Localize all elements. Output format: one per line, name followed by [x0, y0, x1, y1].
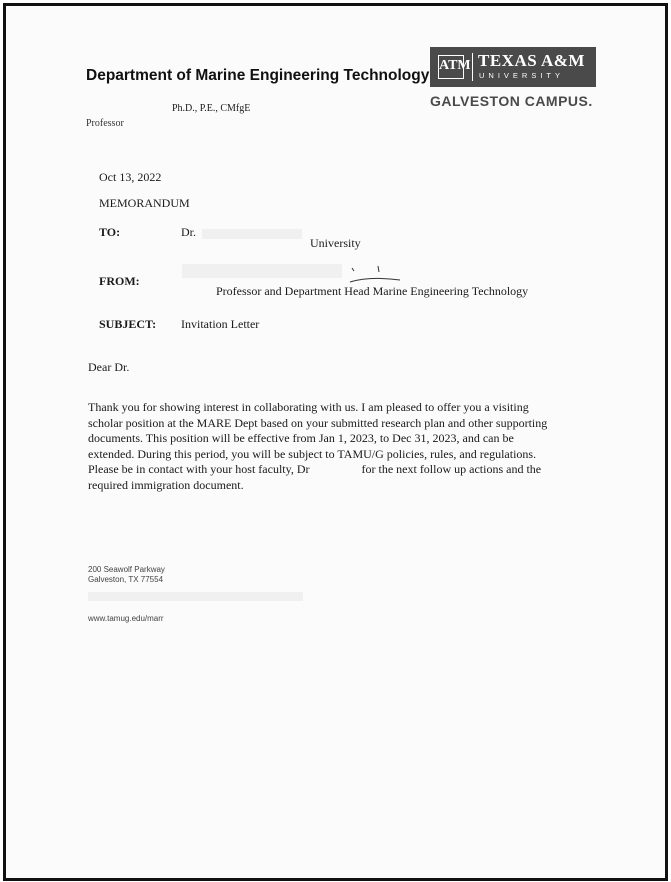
website: www.tamug.edu/marr [88, 614, 164, 623]
to-organization: University [310, 236, 361, 250]
from-title: Professor and Department Head Marine Engineering Technology [216, 284, 529, 298]
logo-university: UNIVERSITY [479, 71, 565, 80]
redacted-contact [88, 592, 303, 601]
memo-type: MEMORANDUM [99, 196, 190, 210]
subject-value: Invitation Letter [181, 317, 260, 331]
address-line-1: 200 Seawolf Parkway [88, 565, 165, 574]
body-line [88, 462, 578, 478]
body-line: extended. During this period, you will be subject to TAMU/G policies, rules, and regulations. [88, 446, 537, 461]
campus-name: GALVESTON CAMPUS. [430, 93, 593, 109]
body-line: Thank you for showing interest in collaborating with us. I am pleased to offer you a visiting [88, 400, 529, 414]
address-line-2: Galveston, TX 77554 [88, 575, 164, 584]
department-title: Department of Marine Engineering Technology [86, 67, 430, 84]
body-line: scholar position at the MARE Dept based on your submitted research plan and other supporting [88, 415, 548, 430]
texas-am-logo [430, 47, 596, 87]
redacted-sender [182, 264, 342, 278]
to-name: Dr. [181, 225, 196, 239]
subject-label: SUBJECT: [99, 317, 157, 331]
redacted-recipient [202, 229, 302, 239]
body-line-part: Please be in contact with your host faculty, Dr [88, 462, 310, 476]
body-line-part: for the next follow up actions and the [361, 462, 542, 476]
memo-date: Oct 13, 2022 [99, 170, 162, 184]
body-line: documents. This position will be effective from Jan 1, 2023, to Dec 31, 2023, and can be [88, 431, 514, 445]
to-label: TO: [99, 225, 121, 239]
salutation: Dear Dr. [88, 360, 130, 374]
letter-body [88, 400, 578, 493]
logo-divider [472, 53, 473, 81]
from-label: FROM: [99, 274, 140, 288]
sender-credentials: Ph.D., P.E., CMfgE [172, 103, 251, 114]
body-line: required immigration document. [88, 477, 244, 492]
logo-name: TEXAS A&M [478, 51, 585, 70]
atm-logo-mark: ATM [438, 55, 464, 79]
sender-title: Professor [86, 118, 124, 129]
